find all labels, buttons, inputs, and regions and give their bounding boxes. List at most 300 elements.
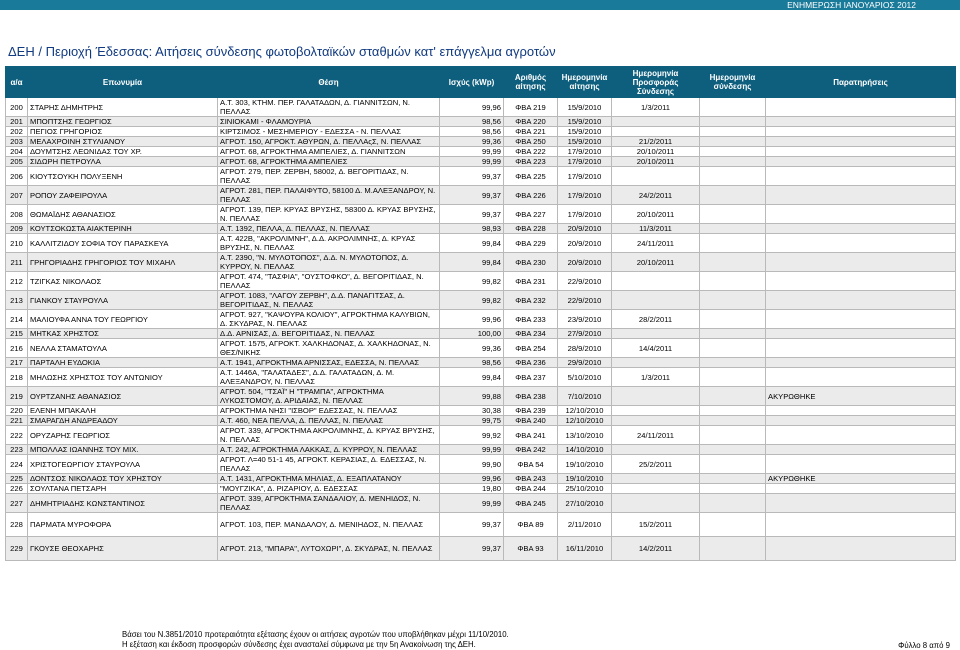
cell-name: ΜΕΛΑΧΡΟΙΝΗ ΣΤΥΛΙΑΝΟΥ [28, 137, 218, 147]
top-banner [0, 0, 960, 10]
cell-app-date: 20/9/2010 [558, 253, 612, 272]
header-conn-date: Ημερομηνία σύνδεσης [700, 67, 766, 98]
cell-notes [766, 426, 956, 445]
table-row [6, 234, 956, 253]
cell-location: ΑΓΡΟΤ. 504, "ΤΣΑΪ" Η "ΤΡΑΜΠΑ", ΑΓΡΟΚΤΗΜΑ ΛΥΚΟΣΤΟΜΟΥ, Δ. ΑΡΙΔΑΙΑΣ, Ν. ΠΕΛΛΑΣ [218, 387, 440, 406]
cell-app-date: 15/9/2010 [558, 127, 612, 137]
cell-notes [766, 537, 956, 561]
cell-name: ΤΖΙΓΚΑΣ ΝΙΚΟΛΑΟΣ [28, 272, 218, 291]
table-row [6, 474, 956, 484]
cell-app-no: ΦΒΑ 54 [504, 455, 558, 474]
cell-conn-date [700, 224, 766, 234]
cell-conn-date [700, 387, 766, 406]
cell-app-date: 17/9/2010 [558, 157, 612, 167]
cell-app-date: 20/9/2010 [558, 234, 612, 253]
footer-notes [122, 630, 509, 650]
table-header-row [6, 67, 956, 98]
cell-app-date: 15/9/2010 [558, 117, 612, 127]
cell-app-date: 19/10/2010 [558, 455, 612, 474]
cell-app-no: ΦΒΑ 243 [504, 474, 558, 484]
cell-offer-date [612, 117, 700, 127]
cell-app-no: ΦΒΑ 254 [504, 339, 558, 358]
table-row [6, 537, 956, 561]
cell-aa: 207 [6, 186, 28, 205]
cell-app-no: ΦΒΑ 242 [504, 445, 558, 455]
cell-offer-date: 11/3/2011 [612, 224, 700, 234]
cell-notes [766, 416, 956, 426]
cell-location: Α.Τ. 303, ΚΤΗΜ. ΠΕΡ. ΓΑΛΑΤΑΔΩΝ, Δ. ΓΙΑΝΝΙΤΣΩΝ, Ν. ΠΕΛΛΑΣ [218, 98, 440, 117]
cell-notes [766, 234, 956, 253]
cell-name: ΓΡΗΓΟΡΙΑΔΗΣ ΓΡΗΓΟΡΙΟΣ ΤΟΥ ΜΙΧΑΗΛ [28, 253, 218, 272]
table-row [6, 272, 956, 291]
cell-aa: 221 [6, 416, 28, 426]
cell-app-no: ΦΒΑ 239 [504, 406, 558, 416]
cell-conn-date [700, 329, 766, 339]
cell-offer-date: 20/10/2011 [612, 205, 700, 224]
cell-offer-date: 24/11/2011 [612, 234, 700, 253]
cell-location: Α.Τ. 1431, ΑΓΡΟΚΤΗΜΑ ΜΗΛΙΑΣ, Δ. ΕΞΑΠΛΑΤΑΝΟΥ [218, 474, 440, 484]
cell-app-date: 22/9/2010 [558, 291, 612, 310]
cell-name: ΚΙΟΥΤΣΟΥΚΗ ΠΟΛΥΞΕΝΗ [28, 167, 218, 186]
cell-app-no: ΦΒΑ 227 [504, 205, 558, 224]
cell-offer-date [612, 416, 700, 426]
table-row [6, 455, 956, 474]
cell-aa: 201 [6, 117, 28, 127]
cell-location: ΣΙΝΙΟΚΑΜΙ - ΦΛΑΜΟΥΡΙΑ [218, 117, 440, 127]
cell-aa: 229 [6, 537, 28, 561]
cell-conn-date [700, 167, 766, 186]
cell-name: ΔΟΝΤΣΟΣ ΝΙΚΟΛΑΟΣ ΤΟΥ ΧΡΗΣΤΟΥ [28, 474, 218, 484]
cell-location: "ΜΟΥΓΖΙΚΑ", Δ. ΡΙΖΑΡΙΟΥ, Δ. ΕΔΕΣΣΑΣ [218, 484, 440, 494]
cell-notes [766, 127, 956, 137]
cell-power: 99,82 [440, 272, 504, 291]
cell-conn-date [700, 455, 766, 474]
cell-power: 99,92 [440, 426, 504, 445]
table-row [6, 98, 956, 117]
cell-app-date: 27/9/2010 [558, 329, 612, 339]
cell-conn-date [700, 537, 766, 561]
cell-app-no: ΦΒΑ 219 [504, 98, 558, 117]
cell-notes [766, 339, 956, 358]
cell-conn-date [700, 205, 766, 224]
table-row [6, 147, 956, 157]
cell-power: 99,37 [440, 537, 504, 561]
cell-app-no: ΦΒΑ 225 [504, 167, 558, 186]
cell-aa: 210 [6, 234, 28, 253]
cell-offer-date [612, 167, 700, 186]
cell-offer-date: 20/10/2011 [612, 253, 700, 272]
table-row [6, 426, 956, 445]
header-app-date: Ημερομηνία αίτησης [558, 67, 612, 98]
cell-location: ΑΓΡΟΤ. 339, ΑΓΡΟΚΤΗΜΑ ΣΑΝΔΑΛΙΟΥ, Δ. ΜΕΝΗΙΔΟΣ, Ν. ΠΕΛΛΑΣ [218, 494, 440, 513]
cell-power: 30,38 [440, 406, 504, 416]
top-banner-text: ΕΝΗΜΕΡΩΣΗ ΙΑΝΟΥΑΡΙΟΣ 2012 [787, 0, 916, 10]
cell-app-no: ΦΒΑ 89 [504, 513, 558, 537]
cell-offer-date [612, 358, 700, 368]
cell-location: ΑΓΡΟΤ. 339, ΑΓΡΟΚΤΗΜΑ ΑΚΡΟΛΙΜΝΗΣ, Δ. ΚΡΥΑΣ ΒΡΥΣΗΣ, Ν. ΠΕΛΛΑΣ [218, 426, 440, 445]
header-power: Ισχύς (kWp) [440, 67, 504, 98]
cell-name: ΜΠΟΠΤΣΗΣ ΓΕΩΡΓΙΟΣ [28, 117, 218, 127]
cell-aa: 218 [6, 368, 28, 387]
cell-name: ΠΑΡΤΑΛΗ ΕΥΔΟΚΙΑ [28, 358, 218, 368]
cell-conn-date [700, 416, 766, 426]
cell-power: 99,99 [440, 157, 504, 167]
cell-app-no: ΦΒΑ 244 [504, 484, 558, 494]
cell-conn-date [700, 310, 766, 329]
cell-notes [766, 272, 956, 291]
cell-aa: 209 [6, 224, 28, 234]
cell-notes [766, 137, 956, 147]
cell-power: 98,93 [440, 224, 504, 234]
cell-conn-date [700, 272, 766, 291]
cell-notes [766, 494, 956, 513]
cell-name: ΠΕΓΙΟΣ ΓΡΗΓΟΡΙΟΣ [28, 127, 218, 137]
cell-app-date: 28/9/2010 [558, 339, 612, 358]
header-offer-date: Ημερομηνία Προσφοράς Σύνδεσης [612, 67, 700, 98]
cell-conn-date [700, 186, 766, 205]
cell-notes [766, 186, 956, 205]
table-row [6, 253, 956, 272]
cell-offer-date [612, 484, 700, 494]
cell-notes [766, 484, 956, 494]
cell-location: ΑΓΡΟΤ. 1575, ΑΓΡΟΚΤ. ΧΑΛΚΗΔΟΝΑΣ, Δ. ΧΑΛΚΗΔΟΝΑΣ, Ν. ΘΕΣ/ΝΙΚΗΣ [218, 339, 440, 358]
table-row [6, 513, 956, 537]
applications-table [5, 66, 956, 561]
cell-offer-date [612, 387, 700, 406]
cell-notes: ΑΚΥΡΩΘΗΚΕ [766, 474, 956, 484]
cell-aa: 212 [6, 272, 28, 291]
table-row [6, 291, 956, 310]
cell-location: ΑΓΡΟΤ. 139, ΠΕΡ. ΚΡΥΑΣ ΒΡΥΣΗΣ, 58300 Δ. ΚΡΥΑΣ ΒΡΥΣΗΣ, Ν. ΠΕΛΛΑΣ [218, 205, 440, 224]
cell-power: 99,37 [440, 205, 504, 224]
cell-location: ΑΓΡΟΤ. 68, ΑΓΡΟΚΤΗΜΑ ΑΜΠΕΛΙΕΣ [218, 157, 440, 167]
cell-name: ΔΟΥΜΤΣΗΣ ΛΕΩΝΙΔΑΣ ΤΟΥ ΧΡ. [28, 147, 218, 157]
cell-location: Α.Τ. 422Β, "ΑΚΡΟΛΙΜΝΗ", Δ.Δ. ΑΚΡΟΛΙΜΝΗΣ, Δ. ΚΡΥΑΣ ΒΡΥΣΗΣ, Ν. ΠΕΛΛΑΣ [218, 234, 440, 253]
cell-conn-date [700, 234, 766, 253]
cell-notes [766, 291, 956, 310]
cell-location: Δ.Δ. ΑΡΝΙΣΑΣ, Δ. ΒΕΓΟΡΙΤΙΔΑΣ, Ν. ΠΕΛΛΑΣ [218, 329, 440, 339]
cell-offer-date: 24/11/2011 [612, 426, 700, 445]
cell-location: ΑΓΡΟΤ. Λ=40 51-1 45, ΑΓΡΟΚΤ. ΚΕΡΑΣΙΑΣ, Δ. ΕΔΕΣΣΑΣ, Ν. ΠΕΛΛΑΣ [218, 455, 440, 474]
cell-app-no: ΦΒΑ 228 [504, 224, 558, 234]
table-row [6, 157, 956, 167]
cell-name: ΠΑΡΜΑΤΑ ΜΥΡΟΦΟΡΑ [28, 513, 218, 537]
cell-notes [766, 253, 956, 272]
cell-app-no: ΦΒΑ 237 [504, 368, 558, 387]
cell-aa: 228 [6, 513, 28, 537]
table-row [6, 445, 956, 455]
cell-app-date: 29/9/2010 [558, 358, 612, 368]
cell-offer-date: 14/2/2011 [612, 537, 700, 561]
cell-power: 99,84 [440, 368, 504, 387]
cell-aa: 224 [6, 455, 28, 474]
cell-notes [766, 445, 956, 455]
cell-location: Α.Τ. 460, ΝΕΑ ΠΕΛΛΑ, Δ. ΠΕΛΛΑΣ, Ν. ΠΕΛΛΑΣ [218, 416, 440, 426]
cell-location: Α.Τ. 1446Α, "ΓΑΛΑΤΑΔΕΣ", Δ.Δ. ΓΑΛΑΤΑΔΩΝ, Δ. Μ. ΑΛΕΞΑΝΔΡΟΥ, Ν. ΠΕΛΛΑΣ [218, 368, 440, 387]
table-row [6, 494, 956, 513]
cell-name: ΜΑΛΙΟΥΦΑ ΑΝΝΑ ΤΟΥ ΓΕΩΡΓΙΟΥ [28, 310, 218, 329]
cell-aa: 225 [6, 474, 28, 484]
cell-power: 99,99 [440, 147, 504, 157]
table-row [6, 127, 956, 137]
cell-name: ΜΗΤΚΑΣ ΧΡΗΣΤΟΣ [28, 329, 218, 339]
cell-app-date: 15/9/2010 [558, 137, 612, 147]
cell-location: ΑΓΡΟΤ. 279, ΠΕΡ. ΖΕΡΒΗ, 58002, Δ. ΒΕΓΟΡΙΤΙΔΑΣ, Ν. ΠΕΛΛΑΣ [218, 167, 440, 186]
cell-power: 99,37 [440, 167, 504, 186]
cell-app-no: ΦΒΑ 236 [504, 358, 558, 368]
table-row [6, 186, 956, 205]
cell-offer-date: 28/2/2011 [612, 310, 700, 329]
cell-notes [766, 513, 956, 537]
cell-app-date: 15/9/2010 [558, 98, 612, 117]
cell-location: Α.Τ. 1941, ΑΓΡΟΚΤΗΜΑ ΑΡΝΙΣΣΑΣ, ΕΔΕΣΣΑ, Ν. ΠΕΛΛΑΣ [218, 358, 440, 368]
cell-aa: 219 [6, 387, 28, 406]
cell-notes [766, 205, 956, 224]
cell-conn-date [700, 291, 766, 310]
cell-power: 98,56 [440, 127, 504, 137]
table-row [6, 406, 956, 416]
cell-app-date: 19/10/2010 [558, 474, 612, 484]
cell-conn-date [700, 127, 766, 137]
cell-conn-date [700, 426, 766, 445]
cell-app-date: 12/10/2010 [558, 406, 612, 416]
cell-app-date: 14/10/2010 [558, 445, 612, 455]
cell-power: 99,96 [440, 474, 504, 484]
cell-notes [766, 224, 956, 234]
cell-power: 98,56 [440, 358, 504, 368]
cell-conn-date [700, 339, 766, 358]
cell-location: ΚΙΡΤΣΙΜΟΣ - ΜΕΣΗΜΕΡΙΟΥ - ΕΔΕΣΣΑ - Ν. ΠΕΛΛΑΣ [218, 127, 440, 137]
cell-power: 99,96 [440, 310, 504, 329]
cell-power: 100,00 [440, 329, 504, 339]
cell-location: ΑΓΡΟΤ. 927, "ΚΑΨΟΥΡΑ ΚΟΛΙΟΥ", ΑΓΡΟΚΤΗΜΑ ΚΑΛΥΒΙΩΝ, Δ. ΣΚΥΔΡΑΣ, Ν. ΠΕΛΛΑΣ [218, 310, 440, 329]
table-row [6, 167, 956, 186]
cell-name: ΡΟΠΟΥ ΖΑΦΕΙΡΟΥΛΑ [28, 186, 218, 205]
cell-conn-date [700, 157, 766, 167]
cell-conn-date [700, 358, 766, 368]
cell-location: Α.Τ. 1392, ΠΕΛΛΑ, Δ. ΠΕΛΛΑΣ, Ν. ΠΕΛΛΑΣ [218, 224, 440, 234]
cell-offer-date [612, 127, 700, 137]
footer-line-2: Η εξέταση και έκδοση προσφορών σύνδεσης έχει ανασταλεί σύμφωνα με την 5η Ανακοίνωση της ΔΕΗ. [122, 640, 476, 649]
cell-aa: 214 [6, 310, 28, 329]
cell-location: Α.Τ. 2390, "Ν. ΜΥΛΟΤΟΠΟΣ", Δ.Δ. Ν. ΜΥΛΟΤΟΠΟΣ, Δ. ΚΥΡΡΟΥ, Ν. ΠΕΛΛΑΣ [218, 253, 440, 272]
cell-notes [766, 167, 956, 186]
page-title: ΔΕΗ / Περιοχή Έδεσσας: Αιτήσεις σύνδεσης φωτοβολταϊκών σταθμών κατ' επάγγελμα αγροτών [8, 44, 556, 59]
cell-aa: 215 [6, 329, 28, 339]
cell-power: 99,99 [440, 445, 504, 455]
cell-app-date: 7/10/2010 [558, 387, 612, 406]
cell-power: 99,36 [440, 137, 504, 147]
cell-app-no: ΦΒΑ 233 [504, 310, 558, 329]
cell-conn-date [700, 445, 766, 455]
cell-offer-date: 25/2/2011 [612, 455, 700, 474]
cell-power: 99,96 [440, 98, 504, 117]
cell-name: ΟΡΥΖΑΡΗΣ ΓΕΩΡΓΙΟΣ [28, 426, 218, 445]
cell-conn-date [700, 147, 766, 157]
cell-power: 99,90 [440, 455, 504, 474]
cell-aa: 208 [6, 205, 28, 224]
cell-location: ΑΓΡΟΤ. 281, ΠΕΡ. ΠΑΛΑΙΦΥΤΟ, 58100 Δ. Μ.ΑΛΕΞΑΝΔΡΟΥ, Ν. ΠΕΛΛΑΣ [218, 186, 440, 205]
cell-conn-date [700, 513, 766, 537]
cell-name: ΧΡΙΣΤΟΓΕΩΡΓΙΟΥ ΣΤΑΥΡΟΥΛΑ [28, 455, 218, 474]
cell-app-no: ΦΒΑ 245 [504, 494, 558, 513]
cell-aa: 220 [6, 406, 28, 416]
cell-aa: 217 [6, 358, 28, 368]
table-row [6, 329, 956, 339]
cell-offer-date [612, 445, 700, 455]
cell-offer-date [612, 494, 700, 513]
table-row [6, 117, 956, 127]
cell-aa: 200 [6, 98, 28, 117]
page-number: Φύλλο 8 από 9 [898, 641, 950, 650]
cell-name: ΔΗΜΗΤΡΙΑΔΗΣ ΚΩΝΣΤΑΝΤΙΝΟΣ [28, 494, 218, 513]
cell-location: ΑΓΡΟΤ. 150, ΑΓΡΟΚΤ. ΑΘΥΡΩΝ, Δ. ΠΕΛΛΑςΣ, Ν. ΠΕΛΛΑΣ [218, 137, 440, 147]
cell-aa: 222 [6, 426, 28, 445]
cell-offer-date [612, 474, 700, 484]
cell-conn-date [700, 98, 766, 117]
cell-aa: 223 [6, 445, 28, 455]
cell-aa: 213 [6, 291, 28, 310]
cell-app-no: ΦΒΑ 222 [504, 147, 558, 157]
cell-offer-date [612, 406, 700, 416]
cell-app-no: ΦΒΑ 250 [504, 137, 558, 147]
table-row [6, 224, 956, 234]
cell-name: ΣΟΥΛΤΑΝΑ ΠΕΤΣΑΡΗ [28, 484, 218, 494]
cell-notes [766, 455, 956, 474]
cell-name: ΚΑΛΛΙΤΖΙΔΟΥ ΣΟΦΙΑ ΤΟΥ ΠΑΡΑΣΚΕΥΑ [28, 234, 218, 253]
cell-app-date: 17/9/2010 [558, 167, 612, 186]
cell-app-no: ΦΒΑ 234 [504, 329, 558, 339]
cell-aa: 206 [6, 167, 28, 186]
cell-name: ΚΟΥΤΣΟΚΩΣΤΑ ΑΙΑΚΤΕΡΙΝΗ [28, 224, 218, 234]
cell-power: 99,82 [440, 291, 504, 310]
cell-app-no: ΦΒΑ 221 [504, 127, 558, 137]
cell-aa: 211 [6, 253, 28, 272]
cell-offer-date: 24/2/2011 [612, 186, 700, 205]
cell-aa: 205 [6, 157, 28, 167]
cell-aa: 202 [6, 127, 28, 137]
cell-location: ΑΓΡΟΚΤΗΜΑ ΝΗΣΙ "ΙΣΒΟΡ" ΕΔΕΣΣΑΣ, Ν. ΠΕΛΛΑΣ [218, 406, 440, 416]
cell-offer-date [612, 291, 700, 310]
cell-power: 99,84 [440, 234, 504, 253]
table-row [6, 339, 956, 358]
cell-app-no: ΦΒΑ 229 [504, 234, 558, 253]
cell-notes [766, 329, 956, 339]
cell-notes [766, 406, 956, 416]
cell-location: ΑΓΡΟΤ. 474, "ΤΑΣΦΙΑ", "ΟΥΣΤΟΦΚΟ", Δ. ΒΕΓΟΡΙΤΙΔΑΣ, Ν. ΠΕΛΛΑΣ [218, 272, 440, 291]
cell-conn-date [700, 137, 766, 147]
cell-conn-date [700, 117, 766, 127]
header-notes: Παρατηρήσεις [766, 67, 956, 98]
cell-name: ΣΤΑΡΗΣ ΔΗΜΗΤΡΗΣ [28, 98, 218, 117]
table-row [6, 137, 956, 147]
header-aa: α/α [6, 67, 28, 98]
cell-app-date: 22/9/2010 [558, 272, 612, 291]
cell-name: ΟΥΡΤΖΑΝΗΣ ΑΘΑΝΑΣΙΟΣ [28, 387, 218, 406]
cell-app-date: 17/9/2010 [558, 205, 612, 224]
cell-power: 99,88 [440, 387, 504, 406]
cell-app-no: ΦΒΑ 231 [504, 272, 558, 291]
cell-app-no: ΦΒΑ 226 [504, 186, 558, 205]
cell-name: ΝΕΛΛΑ ΣΤΑΜΑΤΟΥΛΑ [28, 339, 218, 358]
cell-power: 99,37 [440, 186, 504, 205]
cell-notes [766, 157, 956, 167]
cell-name: ΣΙΔΩΡΗ ΠΕΤΡΟΥΛΑ [28, 157, 218, 167]
cell-power: 99,37 [440, 513, 504, 537]
cell-app-no: ΦΒΑ 230 [504, 253, 558, 272]
cell-app-no: ΦΒΑ 223 [504, 157, 558, 167]
cell-offer-date [612, 329, 700, 339]
cell-app-date: 17/9/2010 [558, 147, 612, 157]
cell-notes [766, 368, 956, 387]
cell-location: ΑΓΡΟΤ. 103, ΠΕΡ. ΜΑΝΔΑΛΟΥ, Δ. ΜΕΝΙΗΔΟΣ, Ν. ΠΕΛΛΑΣ [218, 513, 440, 537]
cell-name: ΜΠΟΛΛΑΣ ΙΩΑΝΝΗΣ ΤΟΥ ΜΙΧ. [28, 445, 218, 455]
cell-conn-date [700, 484, 766, 494]
cell-name: ΘΩΜΑΪΔΗΣ ΑΘΑΝΑΣΙΟΣ [28, 205, 218, 224]
cell-conn-date [700, 368, 766, 387]
cell-name: ΕΛΕΝΗ ΜΠΑΚΑΛΗ [28, 406, 218, 416]
cell-conn-date [700, 494, 766, 513]
cell-name: ΜΗΛΩΣΗΣ ΧΡΗΣΤΟΣ ΤΟΥ ΑΝΤΩΝΙΟΥ [28, 368, 218, 387]
cell-notes: ΑΚΥΡΩΘΗΚΕ [766, 387, 956, 406]
cell-notes [766, 147, 956, 157]
cell-location: ΑΓΡΟΤ. 1083, "ΛΑΓΟΥ ΖΕΡΒΗ", Δ.Δ. ΠΑΝΑΓΙΤΣΑΣ, Δ. ΒΕΓΟΡΙΤΙΔΑΣ, Ν. ΠΕΛΛΑΣ [218, 291, 440, 310]
cell-offer-date: 1/3/2011 [612, 368, 700, 387]
table-row [6, 358, 956, 368]
cell-name: ΓΙΑΝΚΟΥ ΣΤΑΥΡΟΥΛΑ [28, 291, 218, 310]
cell-conn-date [700, 474, 766, 484]
cell-location: ΑΓΡΟΤ. 68, ΑΓΡΟΚΤΗΜΑ ΑΜΠΕΛΙΕΣ, Δ. ΓΙΑΝΝΙΤΣΩΝ [218, 147, 440, 157]
cell-location: ΑΓΡΟΤ. 213, "ΜΠΑΡΑ", ΛΥΤΟΧΩΡΙ", Δ. ΣΚΥΔΡΑΣ, Ν. ΠΕΛΛΑΣ [218, 537, 440, 561]
table-row [6, 310, 956, 329]
cell-app-date: 16/11/2010 [558, 537, 612, 561]
header-location: Θέση [218, 67, 440, 98]
cell-power: 19,80 [440, 484, 504, 494]
cell-offer-date: 21/2/2011 [612, 137, 700, 147]
cell-location: Α.Τ. 242, ΑΓΡΟΚΤΗΜΑ ΛΑΚΚΑΣ, Δ. ΚΥΡΡΟΥ, Ν. ΠΕΛΛΑΣ [218, 445, 440, 455]
cell-offer-date: 14/4/2011 [612, 339, 700, 358]
cell-app-date: 23/9/2010 [558, 310, 612, 329]
cell-app-no: ΦΒΑ 232 [504, 291, 558, 310]
cell-app-date: 13/10/2010 [558, 426, 612, 445]
cell-app-date: 25/10/2010 [558, 484, 612, 494]
cell-offer-date: 20/10/2011 [612, 147, 700, 157]
table-body [6, 98, 956, 561]
table-row [6, 368, 956, 387]
cell-power: 98,56 [440, 117, 504, 127]
cell-aa: 216 [6, 339, 28, 358]
header-name: Επωνυμία [28, 67, 218, 98]
cell-app-no: ΦΒΑ 240 [504, 416, 558, 426]
cell-app-no: ΦΒΑ 220 [504, 117, 558, 127]
cell-power: 99,75 [440, 416, 504, 426]
footer-line-1: Βάσει του Ν.3851/2010 προτεραιότητα εξέτασης έχουν οι αιτήσεις αγροτών που υποβλήθηκαν μέχρι 11/10/2010. [122, 630, 509, 639]
cell-offer-date: 15/2/2011 [612, 513, 700, 537]
cell-aa: 226 [6, 484, 28, 494]
cell-aa: 227 [6, 494, 28, 513]
cell-notes [766, 310, 956, 329]
cell-conn-date [700, 406, 766, 416]
cell-offer-date [612, 272, 700, 291]
cell-aa: 203 [6, 137, 28, 147]
cell-offer-date: 20/10/2011 [612, 157, 700, 167]
cell-name: ΣΜΑΡΑΓΔΗ ΑΝΔΡΕΑΔΟΥ [28, 416, 218, 426]
cell-app-date: 12/10/2010 [558, 416, 612, 426]
table-row [6, 205, 956, 224]
cell-app-date: 20/9/2010 [558, 224, 612, 234]
cell-aa: 204 [6, 147, 28, 157]
cell-app-no: ΦΒΑ 93 [504, 537, 558, 561]
